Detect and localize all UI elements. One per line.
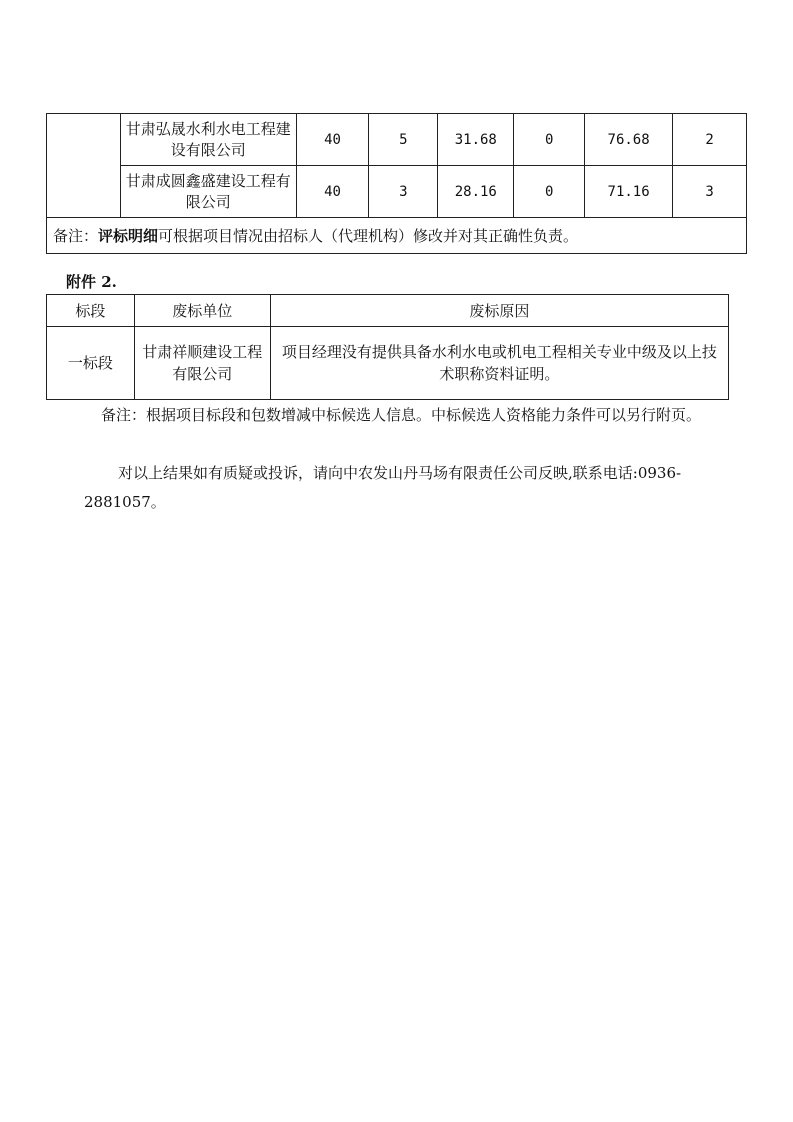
column-header: 标段: [47, 295, 135, 327]
note-prefix: 备注：: [53, 226, 99, 245]
contact-paragraph: 对以上结果如有质疑或投诉，请向中农发山丹马场有限责任公司反映,联系电话:0936-2881057。: [84, 464, 682, 511]
note-bold-term: 评标明细: [98, 226, 159, 245]
company-name-cell: 甘肃弘晟水利水电工程建设有限公司: [120, 114, 296, 166]
bid-evaluation-table: [46, 113, 747, 254]
total-score-cell: 71.16: [585, 166, 673, 218]
reason-cell: 项目经理没有提供具备水利水电或机电工程相关专业中级及以上技术职称资料证明。: [270, 327, 728, 400]
remark-paragraph: 备注：根据项目标段和包数增减中标候选人信息。中标候选人资格能力条件可以另行附页。: [101, 406, 702, 424]
score-cell: 0: [514, 114, 585, 166]
rank-cell: 2: [673, 114, 747, 166]
table-note: [47, 218, 747, 254]
table-row: [47, 166, 747, 218]
score-cell: 31.68: [438, 114, 514, 166]
disqualified-bids-table: [46, 294, 729, 400]
company-name-cell: 甘肃成圆鑫盛建设工程有限公司: [120, 166, 296, 218]
rank-cell: 3: [673, 166, 747, 218]
empty-section-cell: [47, 114, 121, 218]
column-header: 废标原因: [270, 295, 728, 327]
unit-cell: 甘肃祥顺建设工程有限公司: [134, 327, 270, 400]
score-cell: 3: [369, 166, 438, 218]
attachment-label: 附件 2.: [66, 273, 117, 291]
score-cell: 40: [296, 166, 369, 218]
table-header-row: [47, 295, 729, 327]
section-cell: 一标段: [47, 327, 135, 400]
table-row: [47, 114, 747, 166]
column-header: 废标单位: [134, 295, 270, 327]
score-cell: 28.16: [438, 166, 514, 218]
score-cell: 0: [514, 166, 585, 218]
total-score-cell: 76.68: [585, 114, 673, 166]
table-note-row: [47, 218, 747, 254]
score-cell: 40: [296, 114, 369, 166]
note-text: 可根据项目情况由招标人（代理机构）修改并对其正确性负责。: [158, 226, 579, 245]
score-cell: 5: [369, 114, 438, 166]
table-row: [47, 327, 729, 400]
